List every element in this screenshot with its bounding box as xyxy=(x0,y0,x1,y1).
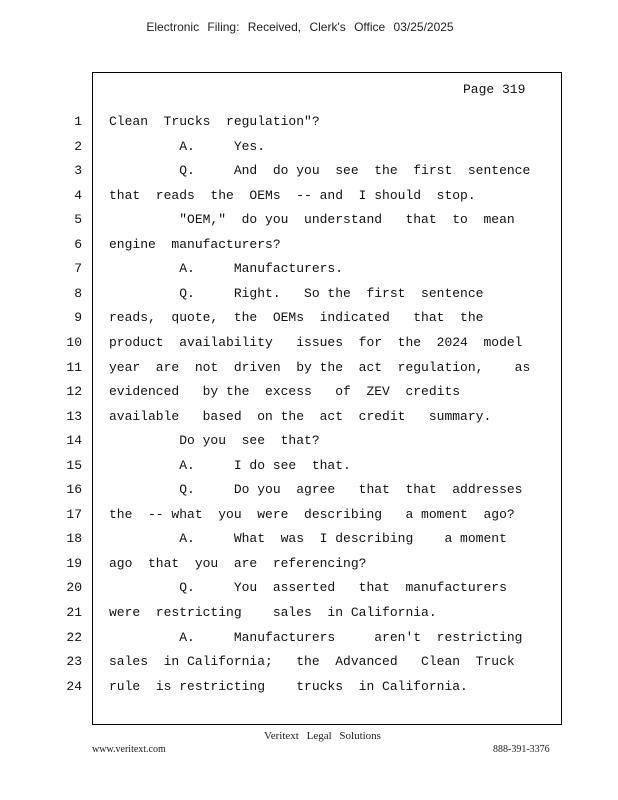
line-number: 5 xyxy=(74,212,82,227)
transcript-line: engine manufacturers? xyxy=(109,237,281,252)
footer-phone: 888-391-3376 xyxy=(493,744,550,755)
transcript-line: year are not driven by the act regulation, as xyxy=(109,360,531,375)
line-number: 17 xyxy=(66,507,82,522)
transcript-line: "OEM," do you understand that to mean xyxy=(109,212,515,227)
transcript-line: reads, quote, the OEMs indicated that the xyxy=(109,310,484,325)
line-number: 13 xyxy=(66,409,82,424)
line-number: 10 xyxy=(66,335,82,350)
transcript-line: Clean Trucks regulation"? xyxy=(109,114,320,129)
line-number: 18 xyxy=(66,531,82,546)
line-number: 3 xyxy=(74,163,82,178)
line-number: 9 xyxy=(74,310,82,325)
transcript-line: A. Yes. xyxy=(109,139,266,154)
line-number: 24 xyxy=(66,679,82,694)
transcript-line: available based on the act credit summary. xyxy=(109,409,492,424)
transcript-line: Q. And do you see the first sentence xyxy=(109,163,531,178)
transcript-line: Q. You asserted that manufacturers xyxy=(109,580,507,595)
line-number: 11 xyxy=(66,360,82,375)
transcript-line: product availability issues for the 2024 model xyxy=(109,335,523,350)
footer-website: www.veritext.com xyxy=(92,744,166,755)
line-number: 8 xyxy=(74,286,82,301)
transcript-line: A. What was I describing a moment xyxy=(109,531,507,546)
line-number: 2 xyxy=(74,139,82,154)
transcript-line: Q. Do you agree that that addresses xyxy=(109,482,523,497)
transcript-line: sales in California; the Advanced Clean Truck xyxy=(109,654,515,669)
filing-stamp: Electronic Filing: Received, Clerk's Office 03/25/2025 xyxy=(146,20,454,34)
transcript-line: ago that you are referencing? xyxy=(109,556,367,571)
transcript-line: Q. Right. So the first sentence xyxy=(109,286,484,301)
line-number: 15 xyxy=(66,458,82,473)
line-number: 16 xyxy=(66,482,82,497)
line-number: 22 xyxy=(66,630,82,645)
transcript-line: rule is restricting trucks in California. xyxy=(109,679,468,694)
transcript-line: the -- what you were describing a moment ago? xyxy=(109,507,515,522)
line-number: 4 xyxy=(74,188,82,203)
line-number: 19 xyxy=(66,556,82,571)
line-number: 7 xyxy=(74,261,82,276)
page-number: Page 319 xyxy=(463,82,526,97)
line-number: 23 xyxy=(66,654,82,669)
transcript-line: Do you see that? xyxy=(109,433,320,448)
footer-company: Veritext Legal Solutions xyxy=(264,730,381,742)
transcript-line: evidenced by the excess of ZEV credits xyxy=(109,384,461,399)
transcript-line: were restricting sales in California. xyxy=(109,605,437,620)
transcript-line: A. Manufacturers aren't restricting xyxy=(109,630,523,645)
line-number: 12 xyxy=(66,384,82,399)
line-number: 20 xyxy=(66,580,82,595)
line-number: 1 xyxy=(74,114,82,129)
line-number: 6 xyxy=(74,237,82,252)
line-number: 14 xyxy=(66,433,82,448)
line-number: 21 xyxy=(66,605,82,620)
transcript-line: that reads the OEMs -- and I should stop. xyxy=(109,188,476,203)
transcript-line: A. Manufacturers. xyxy=(109,261,344,276)
transcript-line: A. I do see that. xyxy=(109,458,351,473)
